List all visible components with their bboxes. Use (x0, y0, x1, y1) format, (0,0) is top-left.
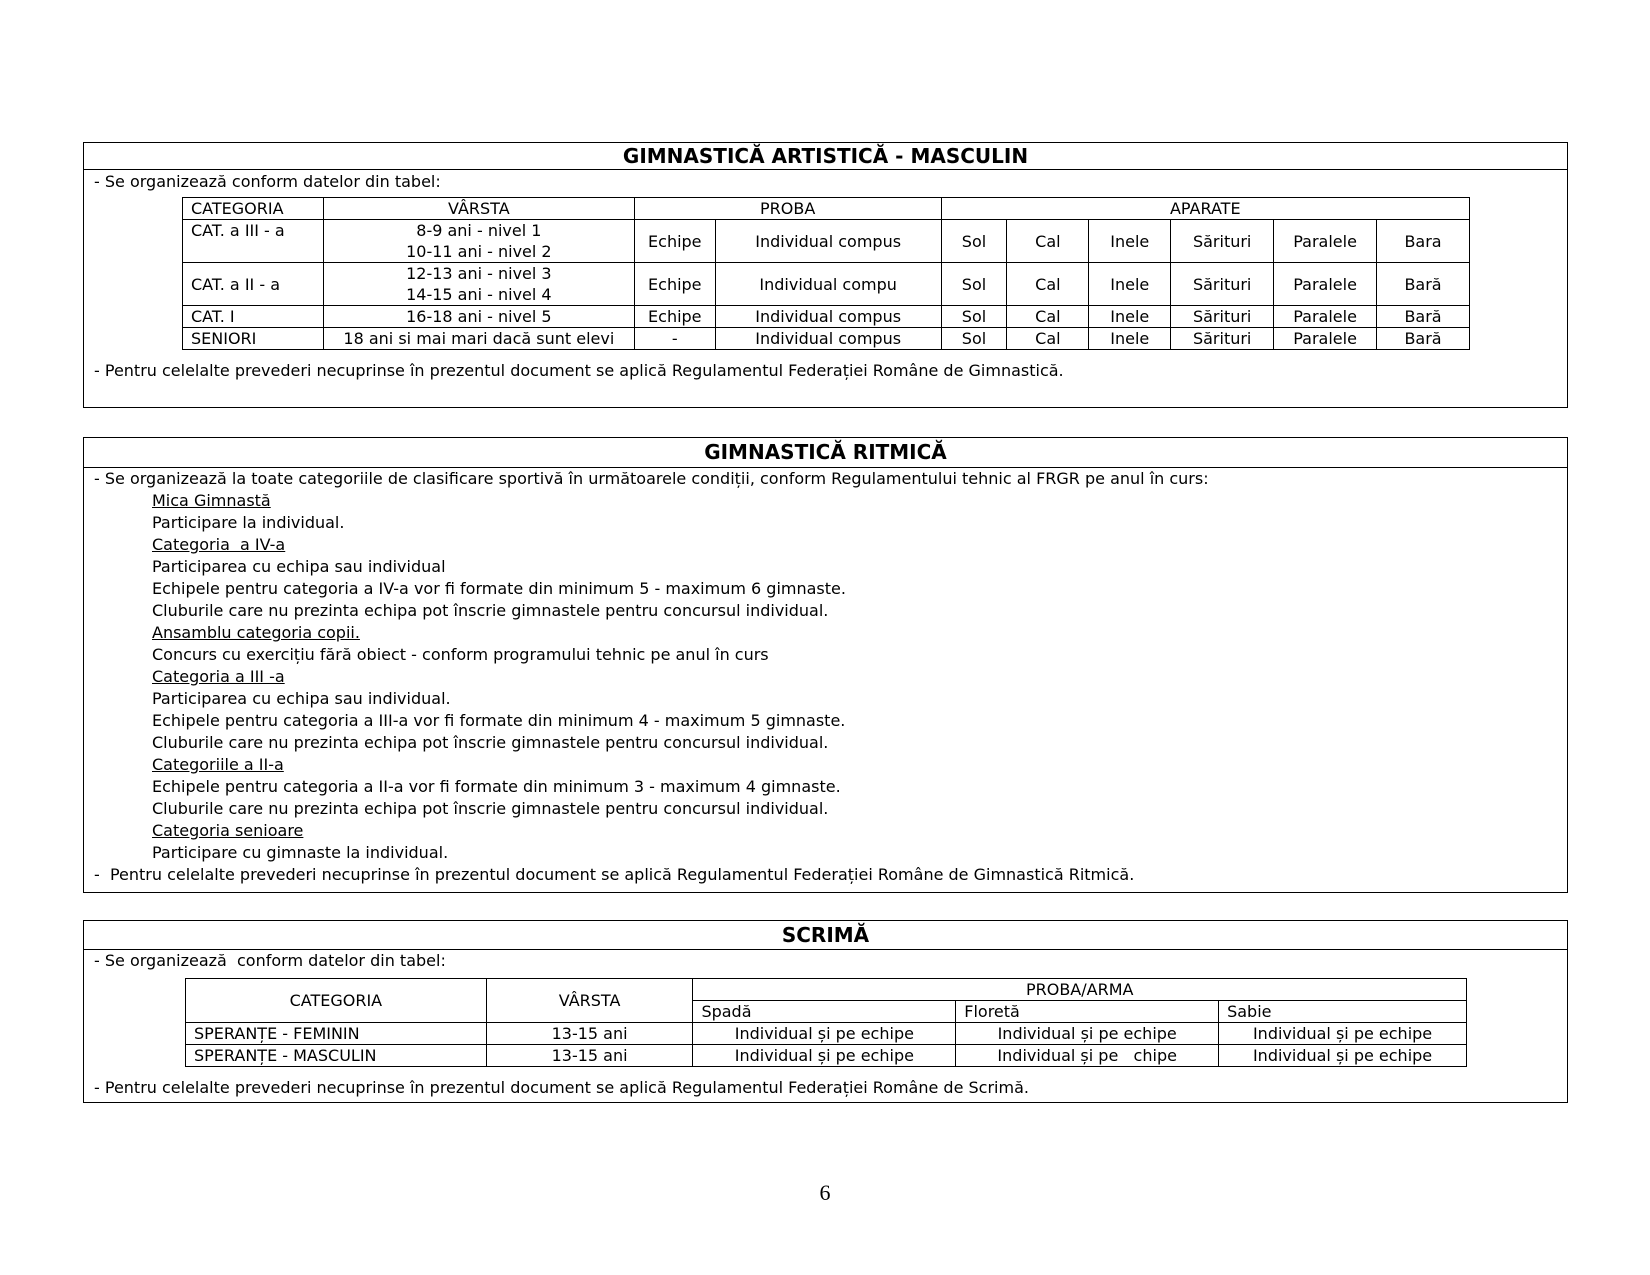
table-row (183, 328, 1470, 350)
subheading: Categoria a III -a (152, 667, 285, 686)
cell-sol: Sol (941, 263, 1007, 306)
section-scrima (83, 920, 1568, 1103)
artistica-table (182, 197, 1470, 350)
text-line: Participarea cu echipa sau individual. (152, 689, 451, 708)
cell-sabie: Individual și pe echipe (1219, 1045, 1467, 1067)
cell-individual: Individual compus (715, 306, 941, 328)
text-line: Echipele pentru categoria a IV-a vor fi formate din minimum 5 - maximum 6 gimnaste. (152, 579, 846, 598)
cell-echipe: - (634, 328, 715, 350)
cell-cal: Cal (1007, 306, 1089, 328)
section-footer: - Pentru celelalte prevederi necuprinse în prezentul document se aplică Regulamentul Federației Române de Gimnastică. (94, 361, 1064, 380)
cell-individual: Individual compus (715, 220, 941, 263)
cell-sol: Sol (941, 328, 1007, 350)
cell-paralele: Paralele (1274, 328, 1377, 350)
cell-individual: Individual compu (715, 263, 941, 306)
cell-echipe: Echipe (634, 220, 715, 263)
header-categoria: CATEGORIA (183, 198, 324, 220)
cell-varsta (323, 220, 634, 263)
cell-inele: Inele (1089, 220, 1171, 263)
subheading: Mica Gimnastă (152, 491, 271, 510)
cell-echipe: Echipe (634, 263, 715, 306)
cell-varsta: 13-15 ani (486, 1045, 693, 1067)
cell-sabie: Individual și pe echipe (1219, 1023, 1467, 1045)
cell-categoria: SPERANȚE - MASCULIN (186, 1045, 487, 1067)
cell-inele: Inele (1089, 263, 1171, 306)
section-ritmica (83, 437, 1568, 893)
text-line: Echipele pentru categoria a III-a vor fi formate din minimum 4 - maximum 5 gimnaste. (152, 711, 846, 730)
header-varsta: VÂRSTA (486, 979, 693, 1023)
cell-echipe: Echipe (634, 306, 715, 328)
section-intro: - Se organizează la toate categoriile de clasificare sportivă în următoarele condiții, conform Regulamentului tehnic al FRGR pe anul în curs: (94, 469, 1209, 488)
cell-categoria: CAT. a II - a (183, 263, 324, 306)
cell-sarituri: Sărituri (1171, 263, 1274, 306)
text-line: Cluburile care nu prezinta echipa pot înscrie gimnastele pentru concursul individual. (152, 601, 829, 620)
cell-varsta: 13-15 ani (486, 1023, 693, 1045)
cell-varsta: 18 ani si mai mari dacă sunt elevi (323, 328, 634, 350)
cell-paralele: Paralele (1274, 220, 1377, 263)
text-line: Participare la individual. (152, 513, 345, 532)
cell-varsta: 16-18 ani - nivel 5 (323, 306, 634, 328)
header-varsta: VÂRSTA (323, 198, 634, 220)
cell-inele: Inele (1089, 306, 1171, 328)
varsta-line: 8-9 ani - nivel 1 (416, 221, 542, 240)
table-row (183, 220, 1470, 263)
header-spada: Spadă (693, 1001, 956, 1023)
table-header-row (183, 198, 1470, 220)
cell-cal: Cal (1007, 328, 1089, 350)
cell-categoria: SENIORI (183, 328, 324, 350)
table-row (186, 1045, 1467, 1067)
text-line: Concurs cu exercițiu fără obiect - conform programului tehnic pe anul în curs (152, 645, 769, 664)
section-footer: - Pentru celelalte prevederi necuprinse în prezentul document se aplică Regulamentul Federației Române de Gimnastică Ritmică. (94, 865, 1135, 884)
subheading: Categoria a IV-a (152, 535, 286, 554)
section-intro: - Se organizează conform datelor din tabel: (94, 951, 446, 970)
cell-floreta: Individual și pe echipe (956, 1023, 1219, 1045)
cell-bara: Bară (1377, 328, 1470, 350)
cell-sarituri: Sărituri (1171, 328, 1274, 350)
section-title: GIMNASTICĂ RITMICĂ (84, 438, 1567, 468)
cell-paralele: Paralele (1274, 263, 1377, 306)
cell-individual: Individual compus (715, 328, 941, 350)
cell-spada: Individual și pe echipe (693, 1045, 956, 1067)
text-line: Participare cu gimnaste la individual. (152, 843, 449, 862)
text-line: Echipele pentru categoria a II-a vor fi formate din minimum 3 - maximum 4 gimnaste. (152, 777, 841, 796)
subheading: Categoriile a II-a (152, 755, 284, 774)
table-row (183, 263, 1470, 306)
cell-spada: Individual și pe echipe (693, 1023, 956, 1045)
cell-categoria: CAT. I (183, 306, 324, 328)
header-floreta: Floretă (956, 1001, 1219, 1023)
subheading: Categoria senioare (152, 821, 304, 840)
header-sabie: Sabie (1219, 1001, 1467, 1023)
section-footer: - Pentru celelalte prevederi necuprinse în prezentul document se aplică Regulamentul Federației Române de Scrimă. (94, 1078, 1029, 1097)
section-artistica (83, 142, 1568, 408)
subheading: Ansamblu categoria copii. (152, 623, 360, 642)
cell-paralele: Paralele (1274, 306, 1377, 328)
section-title: SCRIMĂ (84, 921, 1567, 950)
cell-bara: Bară (1377, 263, 1470, 306)
header-aparate: APARATE (941, 198, 1469, 220)
cell-inele: Inele (1089, 328, 1171, 350)
cell-bara: Bară (1377, 306, 1470, 328)
varsta-line: 10-11 ani - nivel 2 (406, 242, 552, 261)
table-row (186, 1023, 1467, 1045)
cell-sol: Sol (941, 306, 1007, 328)
cell-floreta: Individual și pe chipe (956, 1045, 1219, 1067)
scrima-table (185, 978, 1467, 1067)
page-number: 6 (819, 1180, 831, 1205)
table-row (183, 306, 1470, 328)
cell-sarituri: Sărituri (1171, 220, 1274, 263)
text-line: Cluburile care nu prezinta echipa pot înscrie gimnastele pentru concursul individual. (152, 799, 829, 818)
header-proba-arma: PROBA/ARMA (693, 979, 1467, 1001)
cell-categoria: SPERANȚE - FEMININ (186, 1023, 487, 1045)
table-header-row (186, 979, 1467, 1001)
section-intro: - Se organizează conform datelor din tabel: (94, 172, 441, 191)
cell-varsta (323, 263, 634, 306)
varsta-line: 12-13 ani - nivel 3 (406, 264, 552, 283)
header-proba: PROBA (634, 198, 941, 220)
text-line: Participarea cu echipa sau individual (152, 557, 446, 576)
cell-sol: Sol (941, 220, 1007, 263)
text-line: Cluburile care nu prezinta echipa pot înscrie gimnastele pentru concursul individual. (152, 733, 829, 752)
cell-sarituri: Sărituri (1171, 306, 1274, 328)
varsta-line: 14-15 ani - nivel 4 (406, 285, 552, 304)
cell-bara: Bara (1377, 220, 1470, 263)
cell-cal: Cal (1007, 263, 1089, 306)
section-title: GIMNASTICĂ ARTISTICĂ - MASCULIN (84, 143, 1567, 170)
cell-categoria: CAT. a III - a (183, 220, 324, 263)
cell-cal: Cal (1007, 220, 1089, 263)
header-categoria: CATEGORIA (186, 979, 487, 1023)
